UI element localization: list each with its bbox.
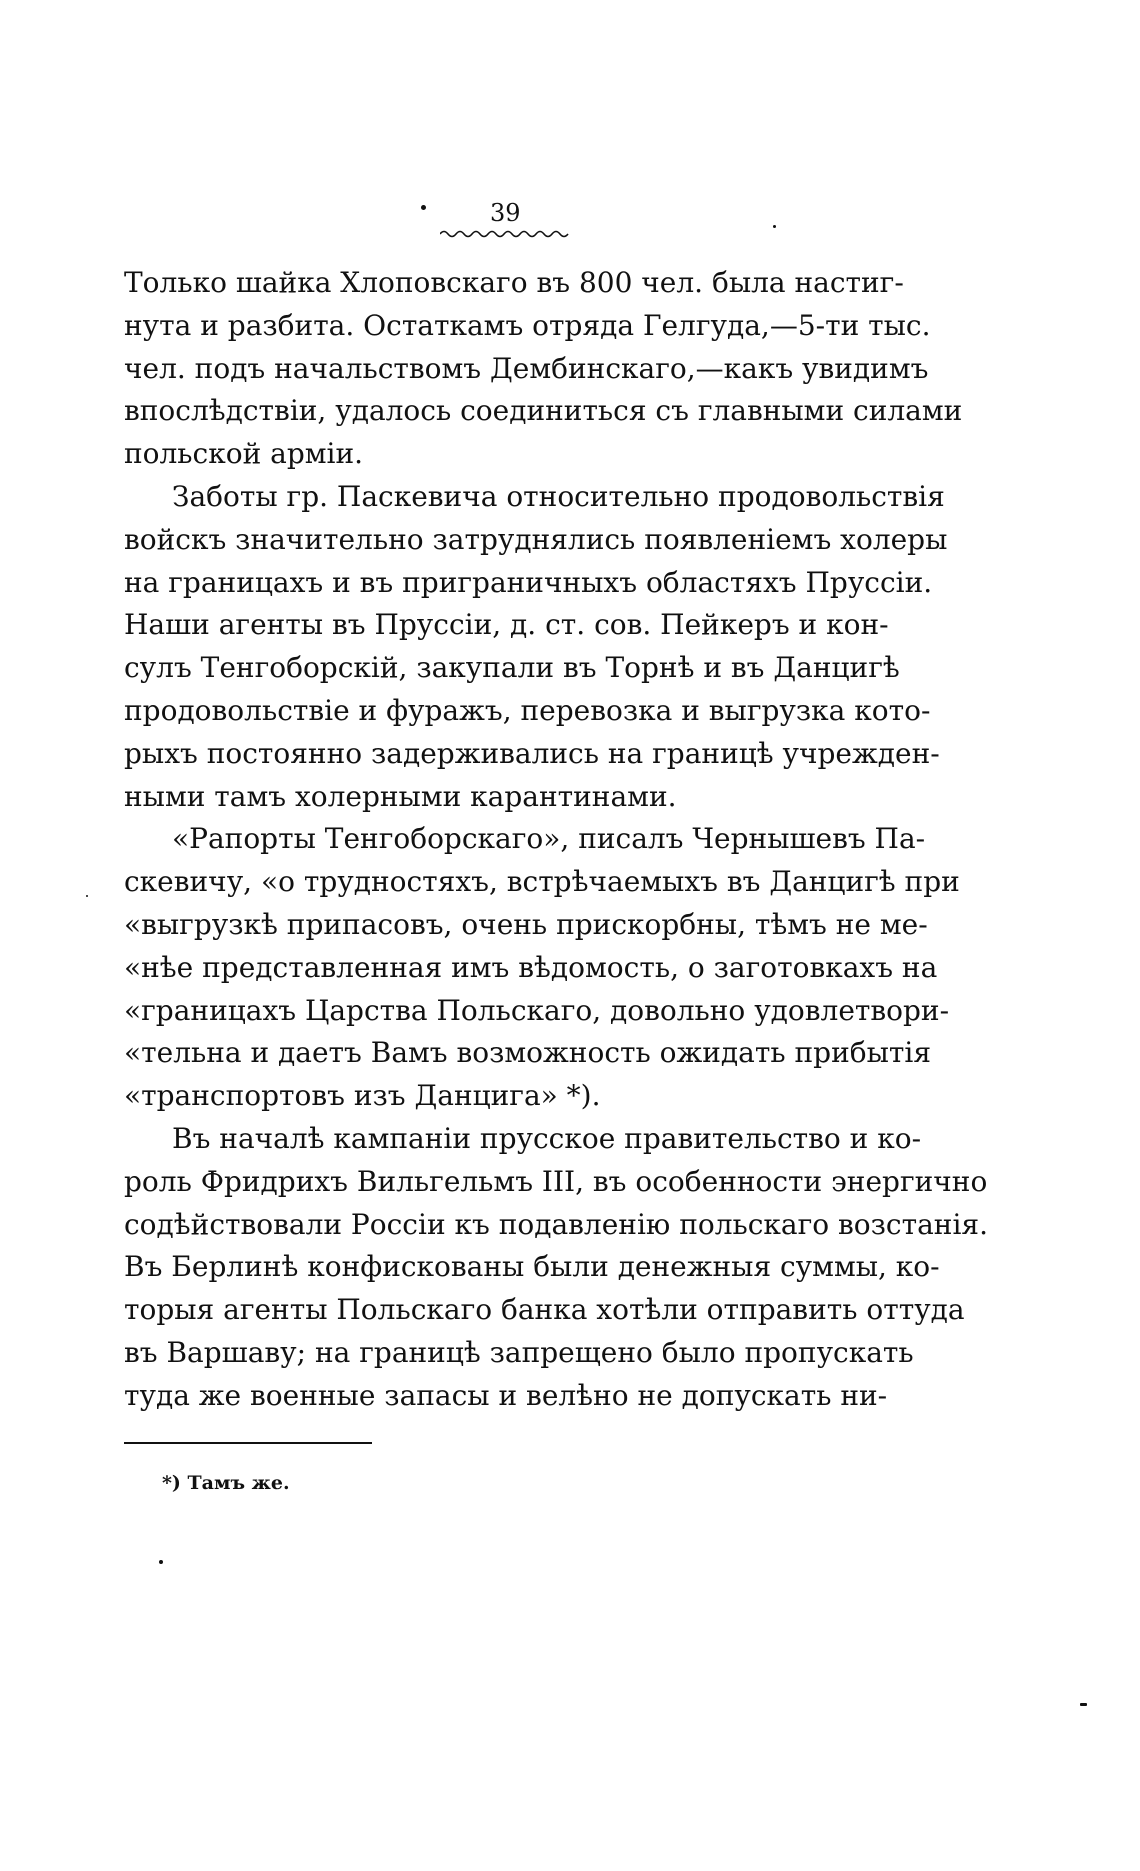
page-number: 39 bbox=[490, 199, 521, 227]
footnote-separator bbox=[124, 1442, 372, 1444]
footnote: *) Тамъ же. bbox=[162, 1472, 290, 1494]
text-line: сулъ Тенгоборскій, закупали въ Торнѣ и въ Данцигѣ bbox=[124, 651, 900, 685]
text-line: содѣйствовали Россіи къ подавленію польскаго возстанія. bbox=[124, 1207, 988, 1241]
text-line: туда же военные запасы и велѣно не допускать ни- bbox=[124, 1378, 888, 1412]
text-line: «Рапорты Тенгоборскаго», писалъ Чернышевъ Па- bbox=[172, 822, 926, 856]
text-line: на границахъ и въ приграничныхъ областяхъ Пруссіи. bbox=[124, 565, 933, 599]
body-text bbox=[124, 262, 988, 1418]
text-line: ными тамъ холерными карантинами. bbox=[124, 779, 677, 813]
print-speck-top-right bbox=[773, 225, 776, 228]
text-line: продовольствіе и фуражъ, перевозка и выгрузка кото- bbox=[124, 693, 931, 727]
print-speck-margin bbox=[86, 895, 88, 897]
text-line: торыя агенты Польскаго банка хотѣли отправить оттуда bbox=[124, 1293, 965, 1327]
text-line: «транспортовъ изъ Данцига» *). bbox=[124, 1079, 601, 1113]
text-line: «границахъ Царства Польскаго, довольно удовлетвори- bbox=[124, 993, 950, 1027]
text-line: Наши агенты въ Пруссіи, д. ст. сов. Пейкеръ и кон- bbox=[124, 608, 889, 642]
text-line: «выгрузкѣ припасовъ, очень прискорбны, тѣмъ не ме- bbox=[124, 907, 928, 941]
text-line: Только шайка Хлоповскаго въ 800 чел. была настиг- bbox=[124, 266, 904, 299]
text-line: «нѣе представленная имъ вѣдомость, о заготовкахъ на bbox=[124, 950, 938, 984]
text-line: войскъ значительно затруднялись появленіемъ холеры bbox=[124, 522, 948, 556]
print-speck-top-left bbox=[421, 205, 426, 210]
text-line: роль Фридрихъ Вильгельмъ III, въ особенности энергично bbox=[124, 1164, 988, 1198]
page-number-ornament bbox=[440, 228, 570, 240]
text-line: польской арміи. bbox=[124, 437, 364, 471]
text-line: впослѣдствіи, удалось соединиться съ главными силами bbox=[124, 394, 963, 428]
print-speck-right-edge bbox=[1080, 1703, 1087, 1706]
text-line: Въ Берлинѣ конфискованы были денежныя суммы, ко- bbox=[124, 1250, 940, 1284]
text-line: въ Варшаву; на границѣ запрещено было пропускать bbox=[124, 1335, 914, 1369]
text-line: скевичу, «о трудностяхъ, встрѣчаемыхъ въ Данцигѣ при bbox=[124, 865, 960, 899]
text-line: Въ началѣ кампаніи прусское правительство и ко- bbox=[172, 1121, 922, 1155]
text-line: чел. подъ начальствомъ Дембинскаго,—какъ увидимъ bbox=[124, 351, 929, 385]
text-line: Заботы гр. Паскевича относительно продовольствія bbox=[172, 479, 945, 513]
text-line: рыхъ постоянно задерживались на границѣ учрежден- bbox=[124, 736, 940, 770]
print-speck-bottom bbox=[159, 1560, 163, 1564]
text-line: нута и разбита. Остаткамъ отряда Гелгуда,—5-ти тыс. bbox=[124, 308, 931, 342]
text-line: «тельна и даетъ Вамъ возможность ожидать прибытія bbox=[124, 1036, 931, 1070]
